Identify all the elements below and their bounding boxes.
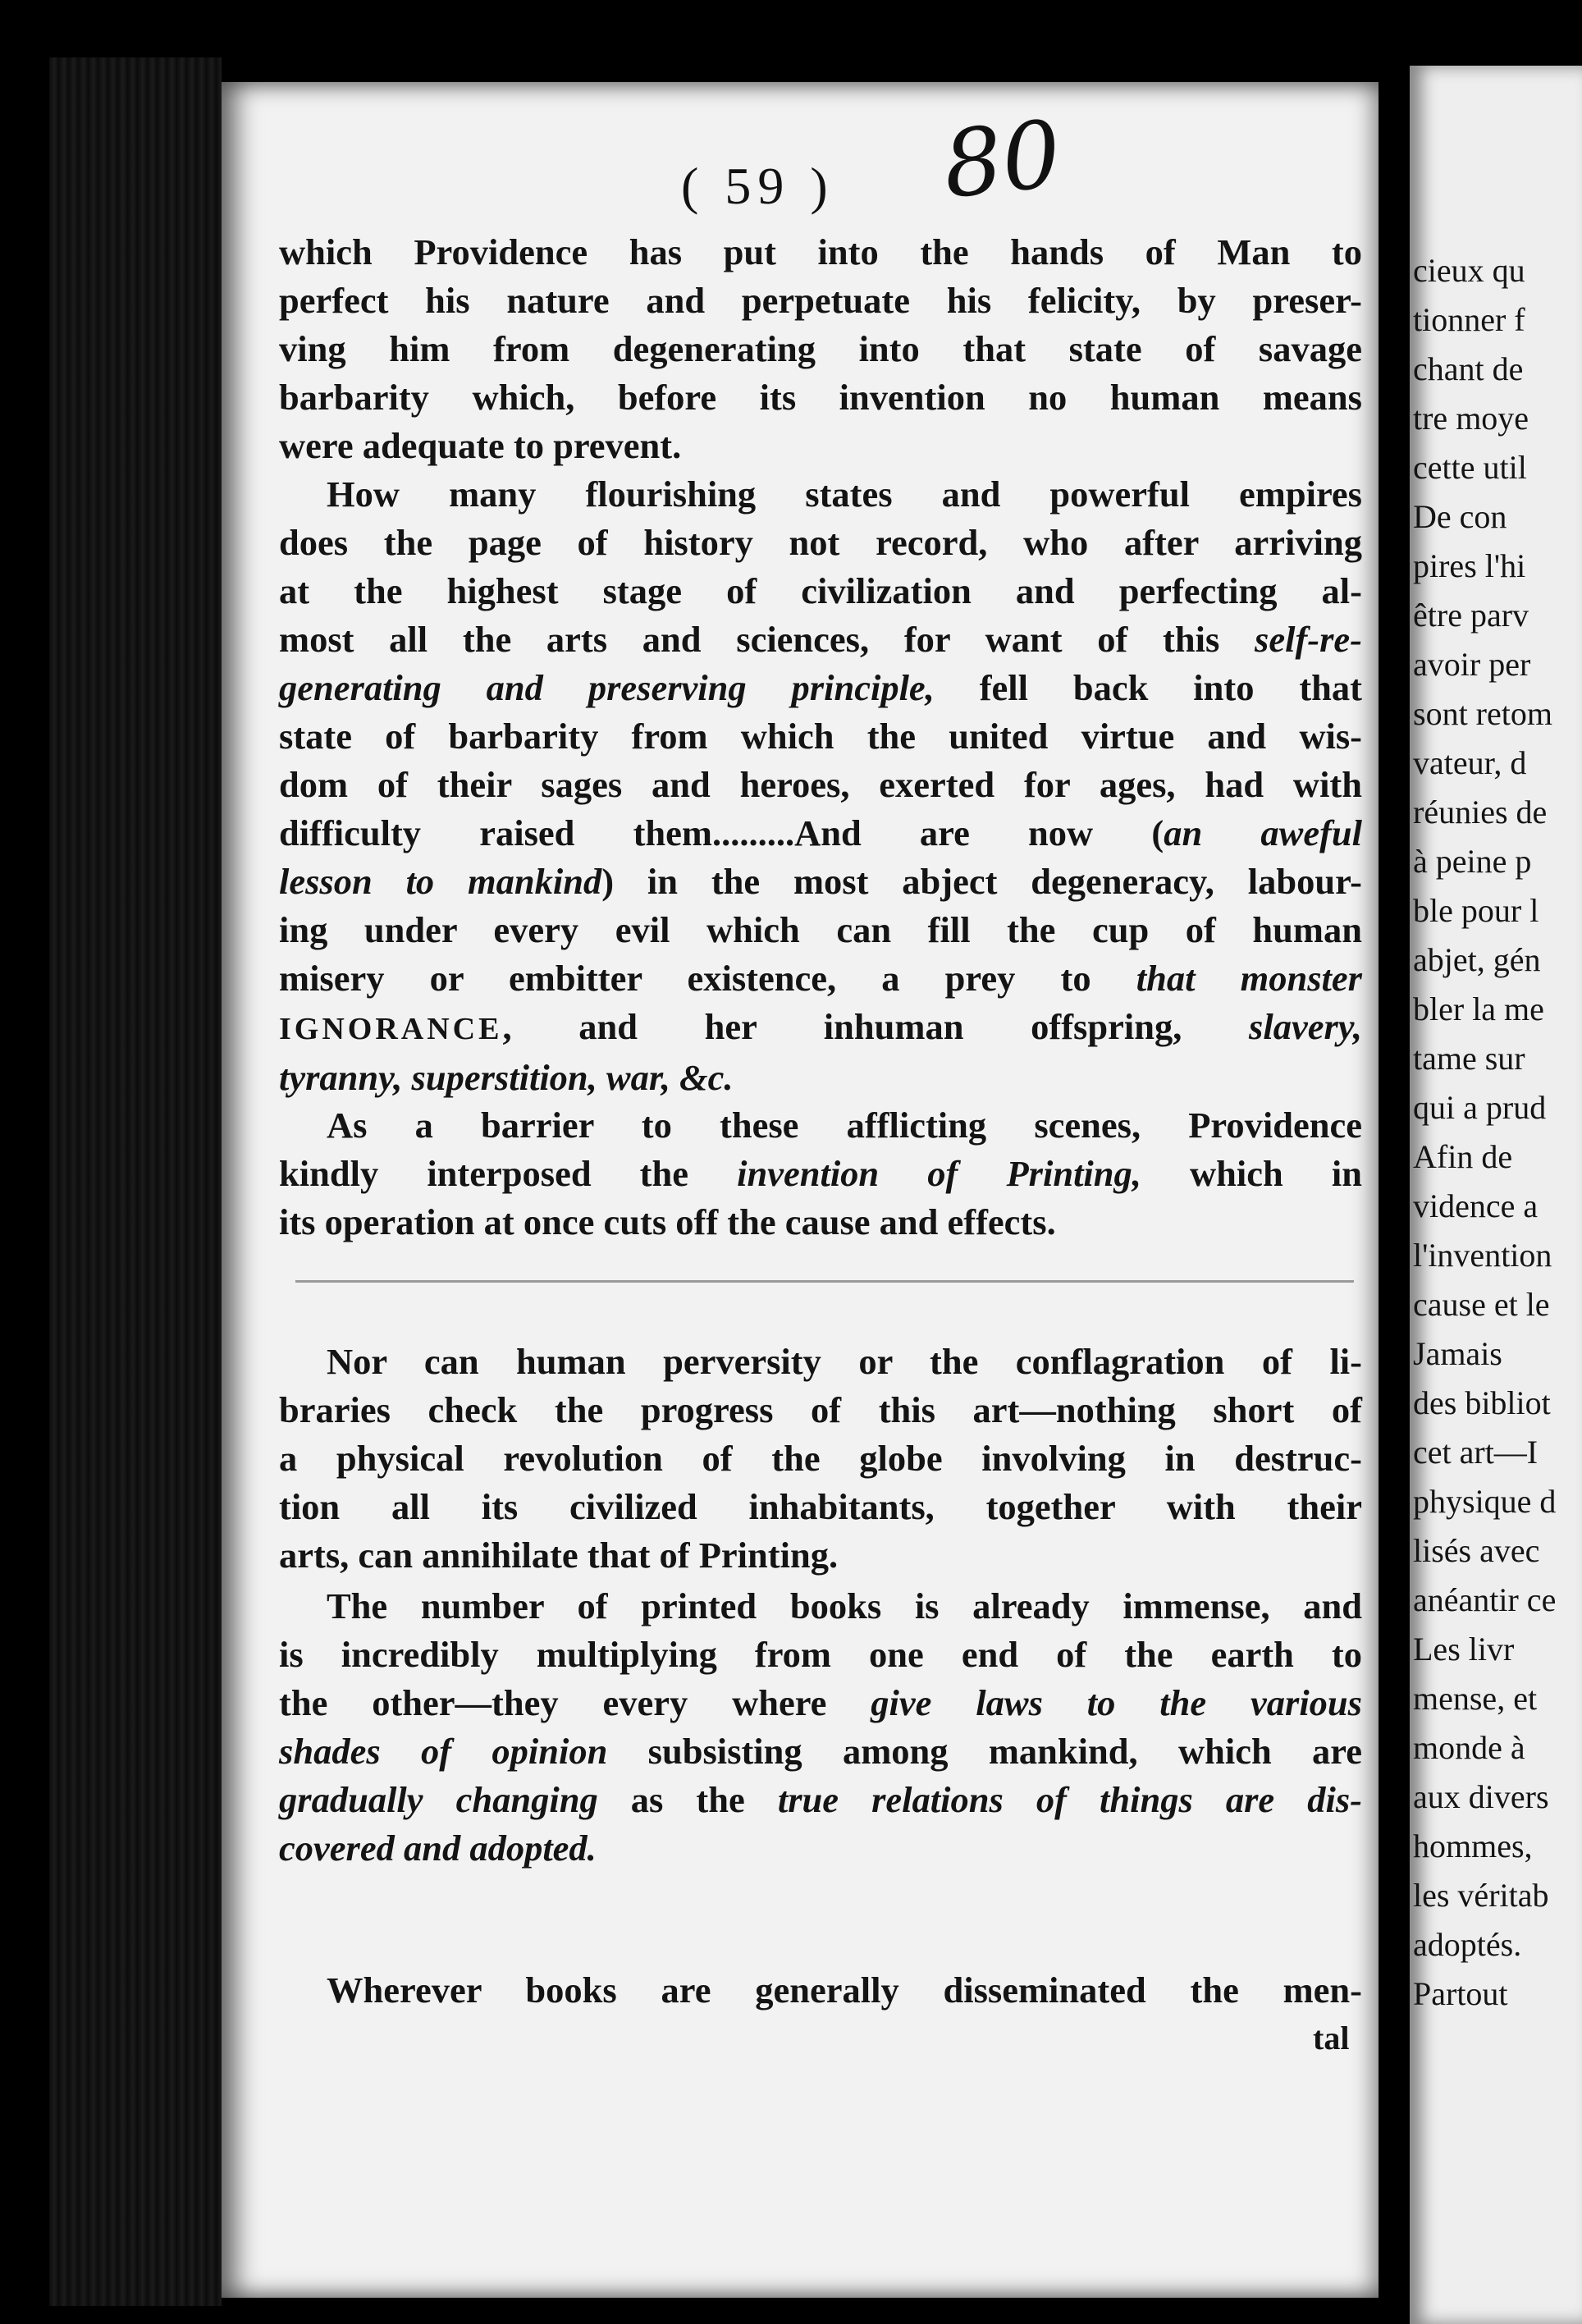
- right-line: être parv: [1413, 597, 1529, 634]
- text-line: As a barrier to these afflicting scenes, Providence: [327, 1105, 1362, 1146]
- text-line: The number of printed books is already immense, and: [327, 1585, 1362, 1626]
- right-line: tionner f: [1413, 301, 1525, 338]
- text-span: most all the arts and sciences, for want of this: [279, 619, 1255, 660]
- right-line: anéantir ce: [1413, 1581, 1557, 1618]
- paragraph-3: [279, 1101, 1362, 1247]
- right-line: cette util: [1413, 449, 1527, 486]
- right-line: adoptés.: [1413, 1926, 1522, 1963]
- text-span: difficulty raised them.........And are now (: [279, 812, 1164, 853]
- right-line: des bibliot: [1413, 1384, 1551, 1421]
- italic-span: true relations of things are dis-: [777, 1779, 1363, 1820]
- paragraph-5: [279, 1582, 1362, 1873]
- paragraph-2: [279, 470, 1362, 1102]
- right-line: Partout: [1413, 1975, 1508, 2012]
- text-line: braries check the progress of this art—nothing short of: [279, 1389, 1362, 1430]
- italic-span: that monster: [1136, 958, 1362, 999]
- text-line: Nor can human perversity or the conflagration of li-: [327, 1341, 1362, 1382]
- right-line: Afin de: [1413, 1138, 1513, 1175]
- text-line: [279, 615, 1362, 664]
- right-line: tame sur: [1413, 1040, 1525, 1077]
- right-line: l'invention: [1413, 1237, 1552, 1274]
- text-line: [279, 1679, 1362, 1727]
- right-line: abjet, gén: [1413, 941, 1541, 978]
- right-line: cet art—I: [1413, 1434, 1539, 1471]
- right-line: Les livr: [1413, 1631, 1515, 1668]
- text-line: [279, 1003, 1362, 1054]
- right-line: qui a prud: [1413, 1089, 1547, 1126]
- smallcaps-span: IGNORANCE: [279, 1012, 503, 1046]
- right-line: hommes,: [1413, 1828, 1533, 1864]
- right-line: mense, et: [1413, 1680, 1538, 1717]
- text-span: which in: [1141, 1153, 1362, 1194]
- text-span: fell back into that: [934, 667, 1362, 708]
- text-line: [279, 1727, 1362, 1776]
- right-line: lisés avec: [1413, 1532, 1540, 1569]
- paragraph-1: [279, 228, 1362, 470]
- text-line: [279, 664, 1362, 712]
- book-edge: [49, 57, 222, 2306]
- text-span: the other—they every where: [279, 1682, 871, 1723]
- text-line: How many flourishing states and powerful empires: [327, 473, 1362, 515]
- right-line: chant de: [1413, 350, 1524, 387]
- right-line: Jamais: [1413, 1335, 1502, 1372]
- paragraph-6: [279, 1966, 1362, 2015]
- text-line: [279, 1776, 1362, 1824]
- section-rule: [295, 1280, 1354, 1283]
- right-line: aux divers: [1413, 1778, 1549, 1815]
- text-line: its operation at once cuts off the cause and effects.: [279, 1201, 1056, 1242]
- italic-span: self-re-: [1255, 619, 1362, 660]
- italic-span: gradually changing: [279, 1779, 598, 1820]
- right-line: pires l'hi: [1413, 547, 1526, 584]
- right-line: ble pour l: [1413, 892, 1539, 929]
- right-line: physique d: [1413, 1483, 1557, 1520]
- text-line: perfect his nature and perpetuate his felicity, by preser-: [279, 280, 1362, 321]
- right-page-text: [1413, 246, 1582, 2019]
- text-line: dom of their sages and heroes, exerted for ages, had with: [279, 764, 1362, 805]
- right-line: sont retom: [1413, 695, 1552, 732]
- handwritten-number: 80: [938, 100, 1066, 220]
- text-span: subsisting among mankind, which are: [607, 1731, 1362, 1772]
- text-line: ing under every evil which can fill the cup of human: [279, 909, 1362, 950]
- text-line: at the highest stage of civilization and perfecting al-: [279, 570, 1362, 611]
- italic-span: shades of opinion: [279, 1731, 608, 1772]
- right-line: les véritab: [1413, 1877, 1549, 1914]
- text-span: , and her inhuman offspring,: [502, 1006, 1250, 1047]
- text-line: [279, 809, 1362, 858]
- text-line: is incredibly multiplying from one end of the earth to: [279, 1634, 1362, 1675]
- italic-span: lesson to mankind: [279, 861, 602, 902]
- italic-span: slavery,: [1249, 1006, 1362, 1047]
- text-span: ) in the most abject degeneracy, labour-: [601, 861, 1362, 902]
- text-line: ving him from degenerating into that state of savage: [279, 328, 1362, 369]
- page-gutter: [1379, 66, 1410, 2324]
- text-line: were adequate to prevent.: [279, 425, 682, 466]
- text-line: does the page of history not record, who after arriving: [279, 522, 1362, 563]
- text-line: barbarity which, before its invention no human means: [279, 377, 1362, 418]
- italic-span: invention of Printing,: [737, 1153, 1141, 1194]
- text-line: [279, 1054, 1362, 1102]
- text-line: a physical revolution of the globe involving in destruc-: [279, 1438, 1362, 1479]
- right-line: tre moye: [1413, 400, 1529, 437]
- right-line: avoir per: [1413, 646, 1531, 683]
- italic-span: covered and adopted.: [279, 1828, 597, 1869]
- text-line: arts, can annihilate that of Printing.: [279, 1535, 839, 1576]
- text-line: state of barbarity from which the united virtue and wis-: [279, 716, 1362, 757]
- right-line: vateur, d: [1413, 744, 1527, 781]
- right-line: bler la me: [1413, 990, 1544, 1027]
- italic-span: tyranny, superstition, war, &c.: [279, 1057, 734, 1098]
- text-line: [279, 858, 1362, 906]
- text-span: as the: [597, 1779, 778, 1820]
- right-line: réunies de: [1413, 794, 1548, 830]
- text-line: [279, 1824, 1362, 1873]
- right-line: cieux qu: [1413, 252, 1525, 289]
- text-line: [279, 1150, 1362, 1198]
- page-number: ( 59 ): [681, 157, 834, 215]
- italic-span: an aweful: [1164, 812, 1362, 853]
- text-span: kindly interposed the: [279, 1153, 738, 1194]
- right-line: vidence a: [1413, 1187, 1539, 1224]
- italic-span: give laws to the various: [871, 1682, 1362, 1723]
- italic-span: generating and preserving principle,: [279, 667, 935, 708]
- text-line: [279, 954, 1362, 1003]
- text-line: Wherever books are generally disseminated the men-: [327, 1969, 1362, 2011]
- text-span: misery or embitter existence, a prey to: [279, 958, 1136, 999]
- right-line: cause et le: [1413, 1286, 1550, 1323]
- text-line: which Providence has put into the hands of Man to: [279, 231, 1362, 272]
- right-line: De con: [1413, 498, 1507, 535]
- right-line: à peine p: [1413, 843, 1532, 880]
- paragraph-4: [279, 1338, 1362, 1580]
- text-line: tion all its civilized inhabitants, together with their: [279, 1486, 1362, 1527]
- right-line: monde à: [1413, 1729, 1525, 1766]
- catch-word: tal: [1313, 2020, 1350, 2056]
